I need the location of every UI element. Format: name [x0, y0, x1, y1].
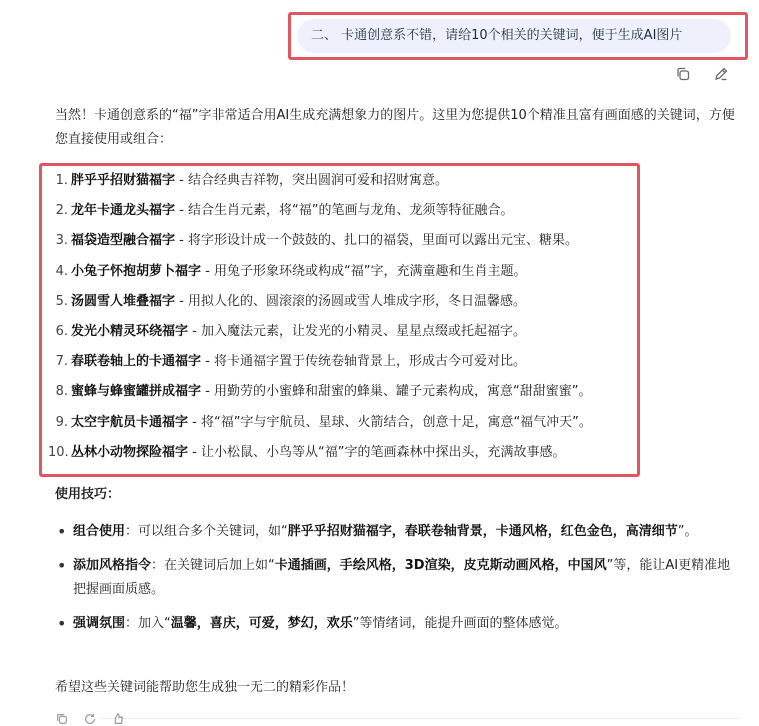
keyword-number: 2.	[55, 203, 68, 219]
tip-item	[55, 554, 735, 602]
tip-item	[55, 520, 735, 544]
keyword-number: 8.	[55, 384, 68, 400]
keyword-title: 龙年卡通龙头福字	[71, 203, 176, 219]
keyword-description: - 将“福”字与宇航员、星球、火箭结合，创意十足，寓意“福气冲天”。	[188, 414, 592, 430]
tip-text-pre: ：在关键词后加上如“	[151, 558, 275, 573]
keyword-list	[48, 168, 592, 470]
divider	[100, 718, 740, 719]
keyword-title: 太空宇航员卡通福字	[71, 414, 189, 430]
user-message-bubble	[297, 19, 731, 53]
keyword-item	[48, 168, 592, 198]
bullet-icon: •	[57, 614, 67, 633]
keyword-description: - 加入魔法元素，让发光的小精灵、星星点缀或托起福字。	[188, 323, 526, 339]
tip-label: 添加风格指令	[73, 558, 152, 573]
tip-text-strong: 温馨，喜庆，可爱，梦幻，欢乐	[170, 616, 353, 631]
copy-icon[interactable]	[675, 66, 691, 82]
keyword-item	[48, 198, 592, 228]
keyword-number: 4.	[55, 263, 68, 279]
keyword-item	[48, 440, 592, 470]
keyword-title: 春联卷轴上的卡通福字	[71, 354, 202, 370]
keyword-item	[48, 289, 592, 319]
keyword-number: 5.	[55, 293, 68, 309]
keyword-item	[48, 349, 592, 379]
keyword-description: - 将字形设计成一个鼓鼓的、扎口的福袋，里面可以露出元宝、糖果。	[175, 233, 578, 249]
keyword-number: 10.	[48, 444, 69, 460]
keyword-description: - 结合生肖元素，将“福”的笔画与龙角、龙须等特征融合。	[175, 203, 514, 219]
keyword-number: 7.	[55, 354, 68, 370]
keyword-description: - 结合经典吉祥物，突出圆润可爱和招财寓意。	[175, 173, 448, 188]
keyword-title: 汤圆雪人堆叠福字	[71, 293, 176, 309]
keyword-item	[48, 379, 592, 409]
edit-icon[interactable]	[713, 66, 729, 82]
user-message-actions	[675, 66, 729, 82]
tip-text-post: ”等情绪词，能提升画面的整体感觉。	[352, 616, 568, 631]
keyword-description: - 用兔子形象环绕或构成“福”字，充满童趣和生肖主题。	[201, 263, 527, 279]
keyword-description: - 将卡通福字置于传统卷轴背景上，形成古今可爱对比。	[201, 354, 526, 370]
keyword-description: - 用拟人化的、圆滚滚的汤圆或雪人堆成字形，冬日温馨感。	[175, 293, 526, 309]
keyword-number: 6.	[55, 323, 68, 339]
bullet-icon: •	[57, 556, 67, 575]
tip-text-post: ”。	[677, 524, 698, 539]
user-message-text: 二、 卡通创意系不错，请给10个相关的关键词，便于生成AI图片	[311, 28, 683, 43]
response-outro: 希望这些关键词能帮助您生成独一无二的精彩作品！	[55, 680, 355, 695]
keyword-description: - 让小松鼠、小鸟等从“福”字的笔画森林中探出头，充满故事感。	[188, 444, 566, 460]
tips-title: 使用技巧：	[55, 487, 121, 502]
keyword-item	[48, 410, 592, 440]
tip-item	[55, 612, 735, 636]
keyword-item	[48, 228, 592, 258]
tip-text-strong: 胖乎乎招财猫福字，春联卷轴背景，卡通风格，红色金色，高清细节	[287, 524, 678, 539]
tip-label: 强调氛围	[73, 616, 126, 631]
keyword-description: - 用勤劳的小蜜蜂和甜蜜的蜂巢、罐子元素构成，寓意“甜甜蜜蜜”。	[201, 384, 592, 400]
tip-text-pre: ：加入“	[125, 616, 171, 631]
tip-text-post: ”等，能让AI更精准地把握画面质感。	[73, 558, 731, 597]
keyword-title: 蜜蜂与蜂蜜罐拼成福字	[71, 384, 202, 400]
tip-text-strong: 卡通插画，手绘风格，3D渲染，皮克斯动画风格，中国风	[274, 558, 607, 573]
keyword-title: 小兔子怀抱胡萝卜福字	[71, 263, 202, 279]
keyword-title: 胖乎乎招财猫福字	[71, 173, 176, 188]
bullet-icon: •	[57, 522, 67, 541]
keyword-title: 丛林小动物探险福字	[71, 444, 189, 460]
keyword-number: 1.	[55, 173, 68, 188]
tips-list	[55, 520, 735, 646]
tip-label: 组合使用	[73, 524, 126, 539]
tip-text-pre: ：可以组合多个关键词，如“	[125, 524, 288, 539]
keyword-item	[48, 259, 592, 289]
keyword-title: 发光小精灵环绕福字	[71, 323, 189, 339]
response-intro: 当然！卡通创意系的“福”字非常适合用AI生成充满想象力的图片。这里为您提供10个精准且富有画面感的关键词，方便您直接使用或组合：	[55, 108, 735, 147]
keyword-title: 福袋造型融合福字	[71, 233, 176, 249]
keyword-number: 9.	[55, 414, 68, 430]
keyword-item	[48, 319, 592, 349]
keyword-number: 3.	[55, 233, 68, 249]
